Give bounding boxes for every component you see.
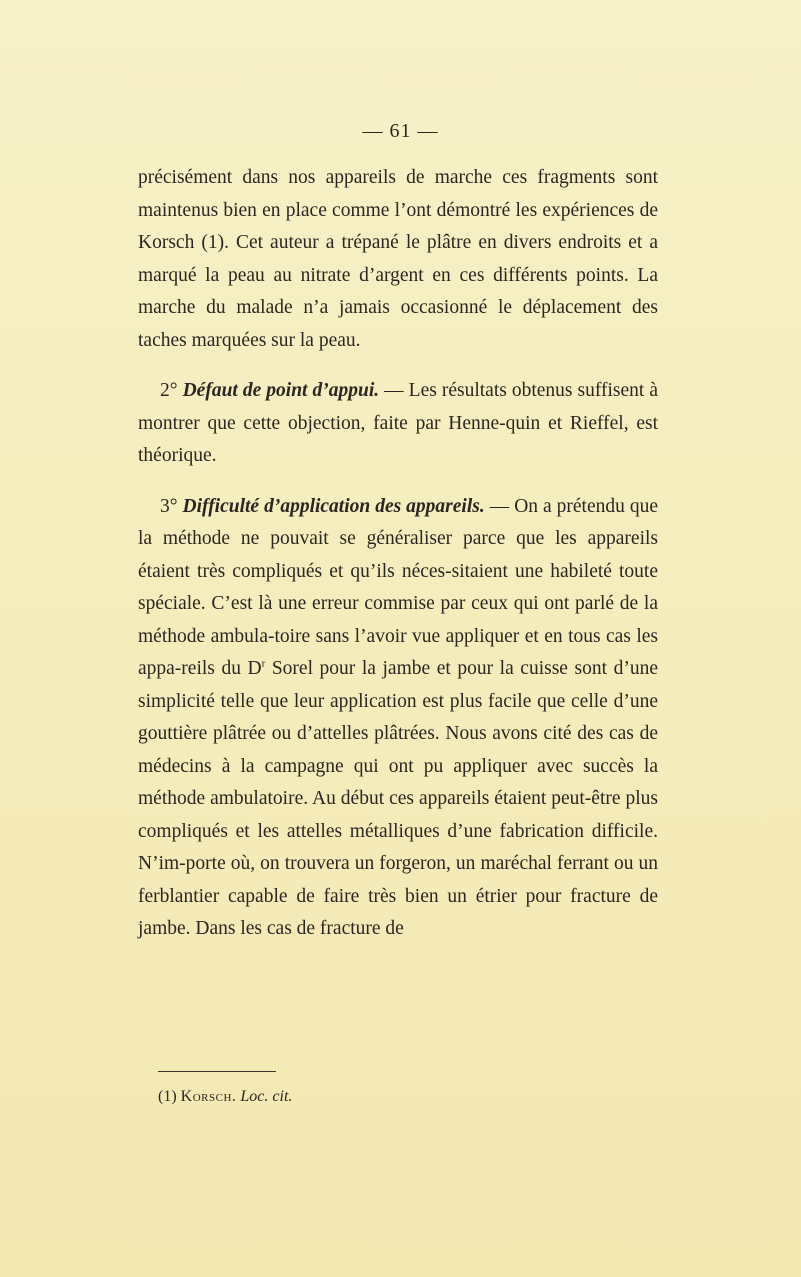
footnote xyxy=(158,1086,292,1108)
paragraph-2 xyxy=(138,375,658,473)
paragraph-2-number: 2° xyxy=(160,380,178,401)
footnote-marker: (1) xyxy=(158,1088,177,1105)
footnote-reference: Loc. cit. xyxy=(240,1088,293,1105)
paragraph-gap xyxy=(138,357,658,375)
paragraph-1: précisément dans nos appareils de marche ces fragments sont maintenus bien en place comme l’ont démontré les expériences de Korsch (1). Cet auteur a trépané le plâtre en divers endroits et a marqué la peau au nitrate d’argent en ces différents points. La marche du malade n’a jamais occasionné le déplacement des taches marquées sur la peau. xyxy=(138,167,658,351)
paragraph-3 xyxy=(138,491,658,946)
paragraph-3-heading: Difficulté d’application des appareils. xyxy=(182,495,485,517)
body-text xyxy=(138,162,658,946)
paragraph-gap xyxy=(138,473,658,491)
superscript-r: r xyxy=(261,657,266,670)
paragraph-3-number: 3° xyxy=(160,495,178,517)
paragraph-3-body-b: Sorel pour la jambe et pour la cuisse sont d’une simplicité telle que leur application est plus facile que celle d’une gouttière plâtrée ou d’attelles plâtrées. Nous avons cité des cas de médecins à la campagne qui ont pu appliquer avec succès la méthode ambulatoire. Au début ces appareils étaient peut-être plus compliqués et les attelles métalliques d’une fabrication difficile. N’im-porte où, on trouvera un forgeron, un maréchal ferrant ou un ferblantier capable de faire très bien un étrier pour fracture de jambe. Dans les cas de fracture de xyxy=(138,658,658,939)
page-number: — 61 — xyxy=(362,120,439,142)
footnote-rule xyxy=(158,1071,276,1072)
paragraph-2-heading: Défaut de point d’appui. xyxy=(182,380,380,401)
paragraph-3-body-a: — On a prétendu que la méthode ne pouvait se généraliser parce que les appareils étaient très compliqués et qu’ils néces-sitaient une habileté toute spéciale. C’est là une erreur commise par ceux qui ont parlé de la méthode ambula-toire sans l’avoir vue appliquer et en tous cas les appa-reils du D xyxy=(138,495,658,679)
paragraph-2-body: — Les résultats obtenus suffisent à montrer que cette objection, faite par Henne-quin et Rieffel, est théorique. xyxy=(138,380,659,466)
footnote-author: Korsch. xyxy=(180,1088,237,1105)
